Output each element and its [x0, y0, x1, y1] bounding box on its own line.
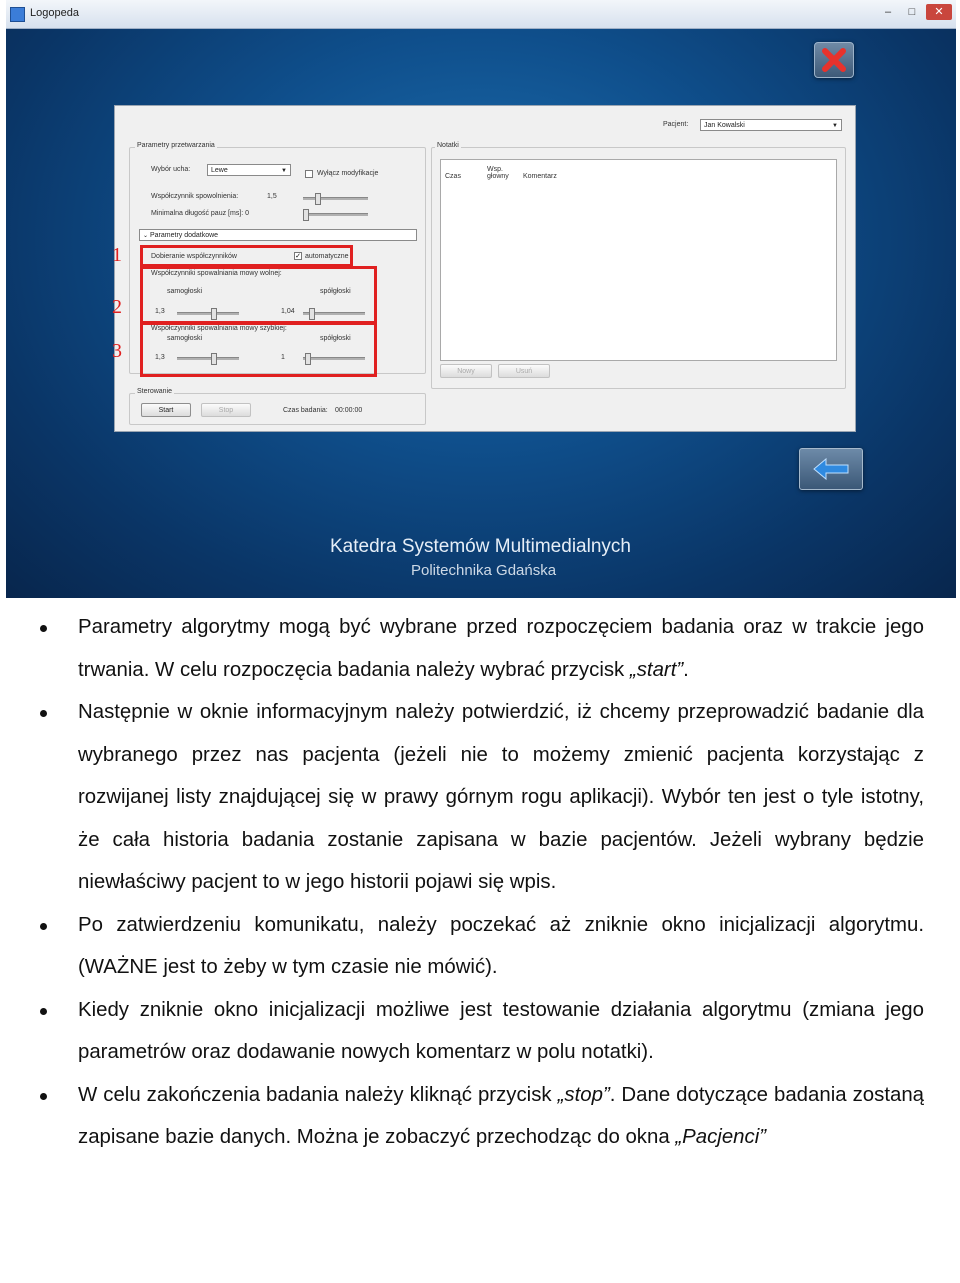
- new-note-button[interactable]: Nowy: [440, 364, 492, 378]
- bullet-text: . Dane dotyczące badania zostaną zapisane bazie danych. Można je zobaczyć przechodząc do okna: [78, 1083, 925, 1148]
- notes-col-coef[interactable]: Wsp. głowny: [487, 166, 509, 180]
- auto-label: automatyczne: [305, 253, 349, 260]
- chevron-down-icon: ⌄: [143, 233, 149, 239]
- bullet-icon: [40, 923, 47, 930]
- ear-label: Wybór ucha:: [151, 166, 191, 173]
- disable-mod-checkbox[interactable]: [305, 170, 313, 178]
- instructions-list: [0, 606, 960, 1159]
- ear-select[interactable]: [207, 164, 291, 176]
- list-item: [0, 691, 960, 904]
- chevron-down-icon: ▼: [832, 123, 838, 129]
- bullet-icon: [40, 1093, 47, 1100]
- patient-label: Pacjent:: [663, 121, 689, 128]
- patient-select[interactable]: [700, 119, 842, 131]
- list-item: [0, 1074, 960, 1159]
- slow-vowels-value: 1,3: [155, 308, 165, 315]
- window-titlebar: [6, 0, 956, 29]
- slow-consonants-label: spółgłoski: [320, 288, 351, 295]
- bullet-text: Następnie w oknie informacyjnym należy potwierdzić, iż chcemy przeprowadzić badanie dla wybranego przez nas pacjenta (jeżeli nie to możemy zmienić pacjenta korzystając z rozwijanej listy znajdującej się w prawy górnym rogu aplikacji). Wybór ten jest o tyle istotny, że cała historia badania zostanie zapisana w bazie pacjentów. Jeżeli wybrany będzie niewłaściwy pacjent to w jego historii pojawi się wpis.: [78, 701, 924, 893]
- extra-params-label: Parametry dodatkowe: [149, 232, 219, 239]
- app-icon: [10, 7, 25, 22]
- list-item: [0, 989, 960, 1074]
- bullet-text: Parametry algorytmy mogą być wybrane przed rozpoczęciem badania oraz w trakcie jego trwania. W celu rozpoczęcia badania należy wybrać przycisk: [78, 616, 924, 681]
- fast-vowels-value: 1,3: [155, 354, 165, 361]
- disable-mod-label: Wyłącz modyfikacje: [317, 170, 379, 177]
- window-title: Logopeda: [30, 7, 79, 19]
- bullet-icon: [40, 625, 47, 632]
- slow-vowels-label: samogłoski: [167, 288, 203, 295]
- back-button[interactable]: [799, 448, 863, 490]
- bullet-icon: [40, 1008, 47, 1015]
- notes-col-comment[interactable]: Komentarz: [523, 173, 557, 180]
- slowdown-slider[interactable]: [303, 197, 368, 200]
- fast-speech-title: Współczynniki spowalniania mowy szybkiej:: [151, 325, 287, 332]
- extra-params-expander[interactable]: [139, 229, 417, 241]
- highlight-box-3: [140, 322, 377, 377]
- fast-consonants-value: 1: [281, 354, 285, 361]
- footer-university: Politechnika Gdańska: [411, 562, 557, 579]
- time-value: 00:00:00: [335, 407, 363, 414]
- app-screenshot: [6, 0, 956, 598]
- auto-checkbox[interactable]: ✓: [295, 253, 301, 260]
- slider-thumb[interactable]: [303, 209, 309, 221]
- bullet-text: Kiedy zniknie okno inicjalizacji możliwe jest testowanie działania algorytmu (zmiana jego parametrów oraz dodawanie nowych komentarz w polu notatki).: [78, 998, 924, 1063]
- bullet-icon: [40, 710, 47, 717]
- maximize-button[interactable]: □: [908, 6, 916, 18]
- coef-select-label: Dobieranie współczynników: [151, 253, 237, 260]
- slowdown-value: 1,5: [267, 193, 277, 200]
- list-item: [0, 606, 960, 691]
- patients-window-reference: „Pacjenci”: [675, 1126, 767, 1148]
- footer-department: Katedra Systemów Multimedialnych: [330, 536, 631, 557]
- params-title: Parametry przetwarzania: [137, 142, 215, 149]
- control-title: Sterowanie: [137, 388, 173, 395]
- close-icon: [821, 47, 847, 73]
- slow-speech-title: Współczynniki spowalniania mowy wolnej:: [151, 270, 282, 277]
- time-label: Czas badania:: [283, 407, 328, 414]
- arrow-left-icon: [812, 457, 850, 481]
- exit-button[interactable]: [814, 42, 854, 78]
- fast-consonants-label: spółgłoski: [320, 335, 351, 342]
- bullet-text: W celu zakończenia badania należy kliknąć przycisk: [78, 1083, 558, 1106]
- min-pause-slider[interactable]: [303, 213, 368, 216]
- minimize-button[interactable]: –: [884, 6, 892, 18]
- slider-thumb[interactable]: [315, 193, 321, 205]
- marker-1: 1: [112, 244, 122, 266]
- delete-note-button[interactable]: Usuń: [498, 364, 550, 378]
- fast-vowels-label: samogłoski: [167, 335, 203, 342]
- highlight-box-1: [140, 245, 353, 267]
- chevron-down-icon: ▼: [281, 168, 287, 174]
- notes-title: Notatki: [437, 142, 459, 149]
- slow-consonants-value: 1,04: [281, 308, 295, 315]
- ear-select-value: Lewe: [211, 167, 228, 174]
- bullet-text: .: [683, 658, 689, 681]
- start-button-reference: „start”: [629, 658, 684, 681]
- slowdown-label: Współczynnik spowolnienia:: [151, 193, 239, 200]
- marker-2: 2: [112, 296, 122, 318]
- stop-button-reference: „stop”: [557, 1083, 610, 1106]
- min-pause-label: Minimalna długość pauz [ms]: 0: [151, 210, 250, 217]
- marker-3: 3: [112, 340, 122, 362]
- window-close-button[interactable]: ✕: [926, 4, 952, 20]
- stop-button[interactable]: Stop: [201, 403, 251, 417]
- notes-table[interactable]: [440, 159, 837, 361]
- patient-select-value: Jan Kowalski: [704, 122, 745, 129]
- notes-col-time[interactable]: Czas: [445, 173, 461, 180]
- start-button[interactable]: Start: [141, 403, 191, 417]
- list-item: [0, 904, 960, 989]
- bullet-text: Po zatwierdzeniu komunikatu, należy poczekać aż zniknie okno inicjalizacji algorytmu. (WAŻNE jest to żeby w tym czasie nie mówić).: [78, 913, 924, 978]
- highlight-box-2: [140, 266, 377, 324]
